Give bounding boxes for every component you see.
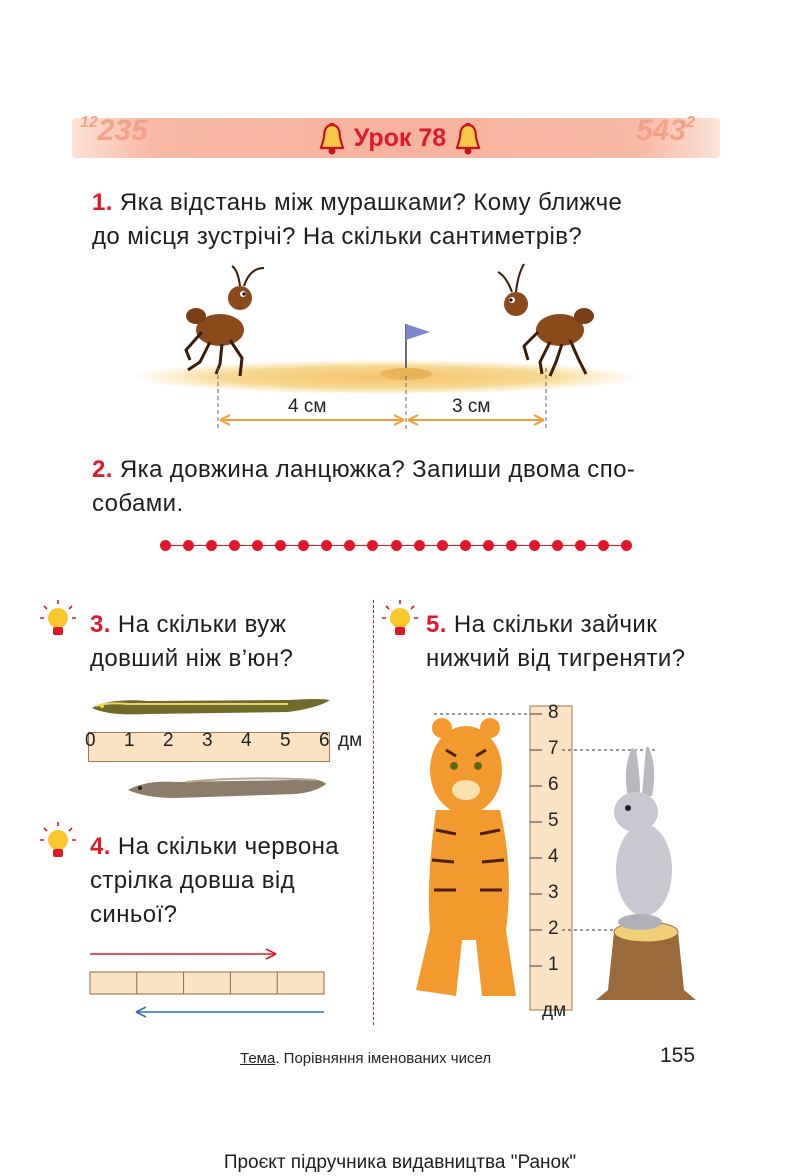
ruler-tick-label: 4: [548, 846, 559, 867]
ruler-unit-label: дм: [542, 1000, 567, 1021]
ruler-tick-label: 1: [548, 954, 559, 975]
bead: [275, 540, 286, 551]
arrows-comparison: [88, 944, 332, 1024]
distance-label-right: 3 см: [452, 396, 491, 417]
task-4-line-2: стрілка довша від: [90, 867, 295, 894]
ruler-tick-label: 7: [548, 738, 559, 759]
ruler-unit-label: дм: [338, 730, 363, 751]
bead-chain: [160, 540, 632, 552]
task-1-text: [92, 186, 622, 254]
ruler-task-3-labels: [85, 730, 363, 754]
task-2-text: [92, 453, 635, 521]
task-4-line-3: синьої?: [90, 901, 178, 928]
lightbulb-icon: [38, 820, 78, 864]
red-arrow: [90, 949, 276, 959]
task-5-line-2: нижчий від тигреняти?: [426, 645, 686, 672]
project-note: Проєкт підручника видавництва "Ранок": [223, 1152, 577, 1173]
deco-digits-right: 543: [636, 114, 687, 147]
column-divider: [373, 600, 374, 1025]
topic-line: [240, 1050, 491, 1067]
task-1-line-2: до місця зустрічі? На скільки сантиметрів?: [92, 223, 583, 250]
ruler-tick-label: 2: [163, 730, 174, 751]
lightbulb-icon: [38, 598, 78, 642]
task-5-number: 5.: [426, 611, 447, 638]
bead: [621, 540, 632, 551]
ruler-tick-label: 5: [548, 810, 559, 831]
flag-icon: [380, 324, 432, 380]
loach-fish-icon: [126, 772, 328, 804]
deco-small-left: 12: [80, 114, 98, 131]
ruler-tick-label: 6: [548, 774, 559, 795]
task-2-line-1: Яка довжина ланцюжка? Запиши двома спо-: [119, 456, 636, 483]
ant-right-icon: [498, 264, 594, 376]
blue-arrow: [136, 1007, 324, 1017]
task-1-number: 1.: [92, 189, 113, 216]
task-2-number: 2.: [92, 456, 113, 483]
ant-left-icon: [186, 266, 264, 376]
topic-text: . Порівняння іменованих чисел: [275, 1050, 492, 1067]
task-3-text: [90, 608, 293, 676]
bead: [344, 540, 355, 551]
deco-digits-left: 235: [97, 114, 148, 147]
ruler-tick-label: 3: [548, 882, 559, 903]
bell-icon: [317, 122, 347, 156]
bead: [460, 540, 471, 551]
bead: [437, 540, 448, 551]
ruler-tick-label: 6: [319, 730, 330, 751]
bead: [529, 540, 540, 551]
bead: [321, 540, 332, 551]
bead: [552, 540, 563, 551]
bead: [160, 540, 171, 551]
lesson-title: Урок 78: [353, 124, 447, 152]
task-4-number: 4.: [90, 833, 111, 860]
bead: [367, 540, 378, 551]
task-3-line-1: На скільки вуж: [117, 611, 287, 638]
tiger-cub-icon: [416, 718, 516, 996]
ruler-tick-label: 8: [548, 702, 559, 723]
bead: [391, 540, 402, 551]
ruler-tick-label: 2: [548, 918, 559, 939]
ruler-tick-label: 4: [241, 730, 252, 751]
ruler-tick-label: 5: [280, 730, 291, 751]
task-3-line-2: довший ніж в’юн?: [90, 645, 294, 672]
bead: [229, 540, 240, 551]
hare-icon: [614, 746, 672, 930]
task-4-line-1: На скільки червона: [117, 833, 339, 860]
task-3-number: 3.: [90, 611, 111, 638]
bead: [183, 540, 194, 551]
task-2-line-2: собами.: [92, 490, 184, 517]
bead: [414, 540, 425, 551]
ruler-tick-label: 0: [85, 730, 96, 751]
bell-icon: [453, 122, 483, 156]
bead: [483, 540, 494, 551]
bead: [252, 540, 263, 551]
ruler-tick-label: 3: [202, 730, 213, 751]
lightbulb-icon: [380, 598, 420, 642]
ruler-tick-label: 1: [124, 730, 135, 751]
task-1-line-1: Яка відстань між мурашками? Кому ближче: [119, 189, 623, 216]
page-number: 155: [660, 1044, 696, 1067]
bead: [206, 540, 217, 551]
topic-label: Тема: [240, 1050, 276, 1067]
bead: [598, 540, 609, 551]
segment-strip: [90, 972, 324, 994]
bead: [575, 540, 586, 551]
deco-small-right: 2: [686, 114, 695, 131]
bead: [506, 540, 517, 551]
tree-stump-icon: [596, 922, 696, 1000]
snake-grass-snake-icon: [88, 692, 334, 722]
lesson-title-row: [0, 120, 800, 156]
task-4-text: [90, 830, 339, 932]
ants-illustration: [130, 258, 650, 438]
task-5-line-1: На скільки зайчик: [453, 611, 658, 638]
distance-label-left: 4 см: [288, 396, 327, 417]
ruler-task-5-labels: [530, 700, 567, 1022]
task-5-text: [426, 608, 685, 676]
bead: [298, 540, 309, 551]
